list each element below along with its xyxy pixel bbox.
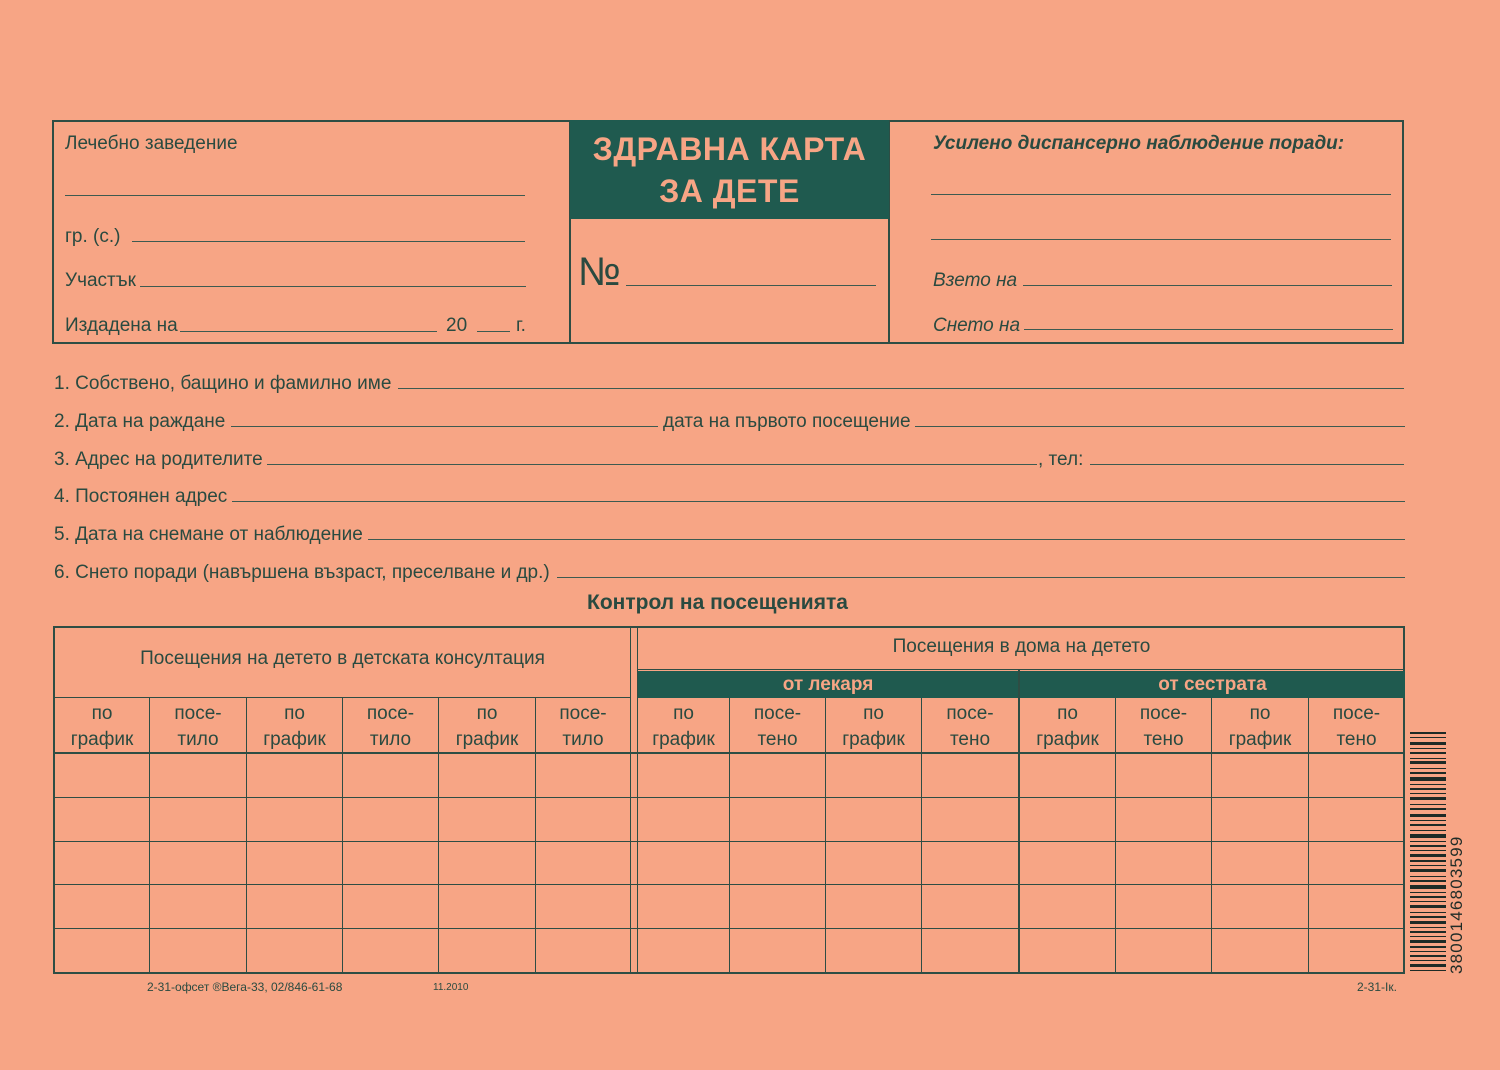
removed-field[interactable]: [1024, 329, 1393, 330]
home-header-rule: [638, 669, 1404, 670]
col-header-visited-home: [730, 701, 825, 753]
col-header-visited-home: [1116, 701, 1211, 753]
col-header-line1: по: [863, 703, 884, 724]
col-header-scheduled: [439, 701, 535, 753]
card-title-line1: ЗДРАВНА КАРТА: [592, 131, 867, 167]
col-header-line2: график: [652, 729, 715, 750]
field-2-label: 2. Дата на раждане: [54, 411, 226, 432]
footer-printer: 2-31-офсет ®Вега-33, 02/846-61-68: [147, 980, 343, 994]
observation-field-1[interactable]: [931, 194, 1391, 195]
col-header-line2: график: [263, 729, 326, 750]
col-header-scheduled: [55, 701, 149, 753]
col-header-line2: график: [842, 729, 905, 750]
col-header-line2: тило: [177, 729, 219, 750]
field-2-input[interactable]: [231, 426, 658, 427]
field-3-second-label: , тел:: [1038, 449, 1084, 470]
observation-field-2[interactable]: [931, 239, 1391, 240]
doctor-band: от лекаря: [638, 671, 1018, 698]
issued-field[interactable]: [180, 331, 437, 332]
year-suffix: г.: [516, 315, 526, 336]
field-1-input[interactable]: [398, 388, 1404, 389]
consultation-header: Посещения на детето в детската консултация: [140, 648, 545, 669]
col-header-line2: тено: [949, 729, 991, 750]
barcode-number: 3800146803599: [1447, 835, 1466, 974]
field-2-second-input[interactable]: [915, 426, 1405, 427]
col-header-line2: тило: [369, 729, 412, 750]
footer-date: 11.2010: [433, 982, 469, 993]
col-header-scheduled: [1212, 701, 1308, 753]
col-header-visited: [150, 701, 246, 753]
col-header-line1: посе-: [946, 703, 994, 724]
field-5-input[interactable]: [368, 539, 1405, 540]
card-title: [570, 120, 889, 219]
number-sign: №: [578, 250, 621, 294]
footer-code: 2-31-Iк.: [1357, 980, 1397, 994]
barcode-image: [1410, 730, 1470, 980]
col-header-line2: график: [1036, 729, 1099, 750]
year-field[interactable]: [477, 331, 510, 332]
col-header-line2: тено: [1143, 729, 1184, 750]
city-field[interactable]: [132, 241, 525, 242]
col-header-line1: по: [1249, 703, 1271, 724]
field-5-label: 5. Дата на снемане от наблюдение: [54, 524, 363, 545]
field-6-label: 6. Снето поради (навършена възраст, преселване и др.): [54, 562, 550, 583]
field-2-second-label: дата на първото посещение: [663, 411, 911, 432]
col-header-line1: посе-: [559, 703, 607, 724]
visits-title: Контрол на посещенията: [587, 591, 848, 614]
year-prefix: 20: [446, 315, 468, 336]
col-header-visited: [343, 701, 438, 753]
col-header-line2: тило: [562, 729, 604, 750]
district-field[interactable]: [140, 286, 526, 287]
col-header-line1: посе-: [1139, 703, 1188, 724]
table-separator-a: [630, 627, 631, 973]
col-header-scheduled: [247, 701, 342, 753]
col-header-line2: график: [1228, 729, 1292, 750]
taken-label: Взето на: [933, 270, 1018, 291]
col-header-line2: график: [455, 729, 519, 750]
issued-label: Издадена на: [65, 315, 178, 336]
col-header-line1: по: [673, 703, 694, 724]
field-3-input[interactable]: [267, 464, 1037, 465]
institution-field[interactable]: [65, 195, 525, 196]
field-4-input[interactable]: [232, 501, 1405, 502]
col-header-visited: [536, 701, 630, 753]
field-3-label: 3. Адрес на родителите: [54, 449, 263, 470]
col-header-line1: по: [1057, 703, 1078, 724]
col-header-line1: по: [284, 703, 305, 724]
removed-label: Снето на: [933, 315, 1021, 336]
col-header-visited-home: [1309, 701, 1404, 753]
col-header-line2: график: [70, 729, 134, 750]
col-header-scheduled: [638, 701, 729, 753]
home-header: Посещения в дома на детето: [892, 636, 1151, 657]
col-header-line1: посе-: [1332, 703, 1381, 724]
district-label: Участък: [65, 270, 136, 291]
field-3-second-input[interactable]: [1090, 464, 1404, 465]
taken-field[interactable]: [1023, 285, 1392, 286]
col-header-line1: посе-: [753, 703, 802, 724]
card-title-line2: ЗА ДЕТЕ: [659, 173, 800, 209]
nurse-band: от сестрата: [1020, 671, 1405, 698]
col-header-scheduled: [1020, 701, 1115, 753]
field-1-label: 1. Собствено, бащино и фамилно име: [54, 373, 392, 394]
col-header-visited-home: [922, 701, 1018, 753]
col-header-line2: тено: [757, 729, 798, 750]
col-header-line1: по: [91, 703, 113, 724]
city-label: гр. (с.): [65, 226, 121, 247]
col-header-line1: посе-: [174, 703, 222, 724]
col-header-line1: по: [476, 703, 498, 724]
col-header-line2: тено: [1336, 729, 1377, 750]
field-4-label: 4. Постоянен адрес: [54, 486, 228, 507]
field-6-input[interactable]: [557, 577, 1405, 578]
observation-label: Усилено диспансерно наблюдение поради:: [933, 133, 1345, 154]
card-number-field[interactable]: [626, 285, 876, 286]
institution-label: Лечебно заведение: [65, 133, 238, 154]
col-header-line1: посе-: [366, 703, 415, 724]
col-header-scheduled: [826, 701, 921, 753]
barcode-bars: [1410, 732, 1446, 971]
